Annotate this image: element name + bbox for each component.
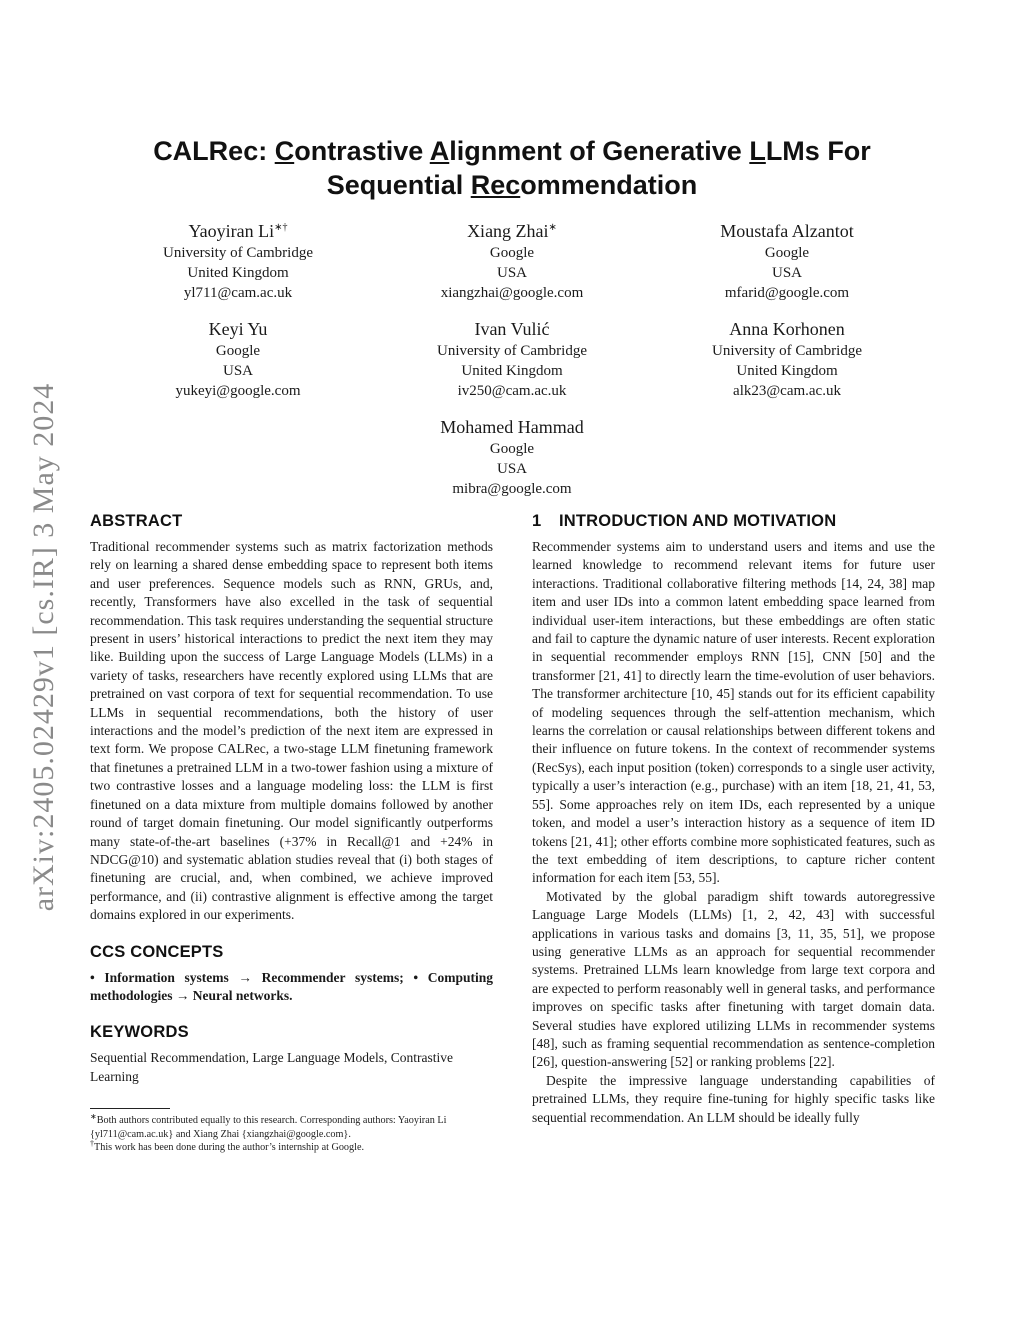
author-affiliation: Google bbox=[489, 245, 535, 261]
footnote-mark: † bbox=[90, 1138, 94, 1148]
author-name: Xiang Zhai∗ bbox=[467, 221, 557, 241]
author-affiliation: University of Cambridge bbox=[437, 343, 587, 359]
title-underlined-letter: L bbox=[749, 136, 766, 166]
ccs-text: • Information systems → Recommender systems; • Computing methodologies → Neural networks. bbox=[90, 969, 493, 1003]
intro-paragraph-1: Recommender systems aim to understand users and items and use the learned knowledge to recommend relevant items for future user interactions. Traditional collaborative filtering methods [14, 24, 38] map item and user IDs into a common latent embedding space learned from individual user-item interactions, but these embeddings are often static and fail to capture the dynamic nature of user interests. Recent exploration in sequential recommender employs RNN [15], CNN [50] and the transformer [21, 41] to directly learn the time-evolution of user behaviors. The transformer architecture [10, 45] stands out for its efficient capability of modeling sequences through the self-attention mechanism, which learns the correlation or causal relationships between different tokens and their influence on future tokens. In the context of recommender systems (RecSys), each input position (token) corresponds to a single user activity, typically a user’s interaction (e.g., purchase) with an item [18, 21, 41, 53, 55]. Some approaches rely on item IDs, each represented by a unique token, and model a user’s interaction history as a sequence of item ID tokens [21, 41]; other efforts combine more sophisticated features, such as the text embedding of item descriptions, to capture richer content information for each item [53, 55]. bbox=[532, 539, 935, 886]
title-underlined-letters: Rec bbox=[470, 170, 521, 200]
author-mark: ∗ bbox=[548, 222, 557, 233]
author-block bbox=[372, 416, 652, 499]
author-name: Moustafa Alzantot bbox=[720, 221, 854, 241]
author-country: USA bbox=[496, 265, 527, 281]
right-column bbox=[532, 510, 935, 1127]
author-affiliation: Google bbox=[489, 441, 535, 457]
author-email: mibra@google.com bbox=[452, 481, 572, 497]
author-block bbox=[372, 318, 652, 401]
title-underlined-letter: C bbox=[274, 136, 295, 166]
author-email: xiangzhai@google.com bbox=[440, 285, 584, 301]
title-part: lignment of Generative bbox=[449, 136, 750, 166]
author-name: Anna Korhonen bbox=[729, 319, 845, 339]
author-block bbox=[98, 220, 378, 303]
author-name: Ivan Vulić bbox=[474, 319, 550, 339]
title-part: LMs For bbox=[765, 136, 871, 166]
author-email: yl711@cam.ac.uk bbox=[183, 285, 293, 301]
footnote-equal-contribution: ∗Both authors contributed equally to this research. Corresponding authors: Yaoyiran Li {yl711@cam.ac.uk} and Xiang Zhai {xiangzhai@google.com}. bbox=[90, 1112, 447, 1140]
author-country: USA bbox=[222, 363, 253, 379]
ccs-heading: CCS CONCEPTS bbox=[90, 942, 224, 961]
abstract-heading: ABSTRACT bbox=[90, 512, 183, 530]
author-affiliation: University of Cambridge bbox=[163, 245, 313, 261]
keywords-heading: KEYWORDS bbox=[90, 1023, 189, 1042]
paper-title bbox=[100, 134, 924, 202]
title-part: Sequential bbox=[326, 170, 471, 200]
author-affiliation: Google bbox=[215, 343, 261, 359]
intro-heading: 1 INTRODUCTION AND MOTIVATION bbox=[532, 512, 837, 530]
section-number: 1 bbox=[532, 512, 542, 530]
author-country: USA bbox=[771, 265, 802, 281]
author-email: mfarid@google.com bbox=[724, 285, 850, 301]
footnotes bbox=[90, 1108, 493, 1154]
footnote-internship: †This work has been done during the author’s internship at Google. bbox=[90, 1138, 365, 1153]
left-column bbox=[90, 510, 493, 1154]
author-block bbox=[98, 318, 378, 401]
arxiv-stamp: arXiv:2405.02429v1 [cs.IR] 3 May 2024 bbox=[27, 382, 60, 912]
author-name: Yaoyiran Li∗† bbox=[188, 221, 288, 241]
title-part: ommendation bbox=[520, 170, 698, 200]
author-name: Mohamed Hammad bbox=[440, 417, 584, 437]
author-email: alk23@cam.ac.uk bbox=[733, 383, 841, 399]
author-block bbox=[647, 220, 927, 303]
title-part: ontrastive bbox=[294, 136, 430, 166]
author-block bbox=[372, 220, 652, 303]
author-country: USA bbox=[496, 461, 527, 477]
footnote-rule bbox=[90, 1108, 170, 1109]
author-country: United Kingdom bbox=[187, 265, 289, 281]
author-block bbox=[647, 318, 927, 401]
author-email: yukeyi@google.com bbox=[175, 383, 301, 399]
title-part: CALRec: bbox=[153, 136, 275, 166]
author-mark: ∗† bbox=[274, 222, 288, 233]
intro-paragraph-3: Despite the impressive language understanding capabilities of pretrained LLMs, they require fine-tuning for highly specific tasks like sequential recommendation. An LLM should be ideally fully bbox=[532, 1072, 935, 1125]
author-country: United Kingdom bbox=[461, 363, 563, 379]
author-country: United Kingdom bbox=[736, 363, 838, 379]
author-name: Keyi Yu bbox=[208, 319, 268, 339]
title-underlined-letter: A bbox=[429, 136, 450, 166]
author-email: iv250@cam.ac.uk bbox=[457, 383, 567, 399]
author-affiliation: University of Cambridge bbox=[712, 343, 862, 359]
intro-paragraph-2: Motivated by the global paradigm shift towards autoregressive Language Large Models (LLMs) [1, 2, 42, 43] with successful applications in various tasks and domains [3, 11, 35, 51], we propose using generative LLMs as an approach for sequential recommender systems. Pretrained LLMs learn knowledge from large text corpora and are expected to perform reasonably well in general tasks, and performance improves on specific tasks after finetuning with target domain data. Several studies have explored utilizing LLMs in recommender systems [48], such as framing sequential recommendation as sentence-completion [26], question-answering [52] or ranking problems [22]. bbox=[532, 888, 935, 1070]
abstract-text: Traditional recommender systems such as matrix factorization methods rely on learning a shared dense embedding space to represent both items and user preferences. Sequence models such as RNN, GRUs, and, recently, Transformers have also excelled in the task of sequential recommendation. This task requires understanding the sequential structure present in users’ historical interactions to predict the next item they may like. Building upon the success of Large Language Models (LLMs) in a variety of tasks, researchers have recently explored using LLMs that are pretrained on vast corpora of text for sequential recommendation. To use LLMs in sequential recommendations, both the history of user interactions and the model’s prediction of the next item are expressed in text form. We propose CALRec, a two-stage LLM finetuning framework that finetunes a pretrained LLM in a two-tower fashion using a mixture of two contrastive losses and a language modeling loss: the LLM is first finetuned on a data mixture from multiple domains followed by another round of target domain finetuning. Our model significantly outperforms many state-of-the-art baselines (+37% in Recall@1 and +24% in NDCG@10) and systematic ablation studies reveal that (i) both stages of finetuning are crucial, and, when combined, we achieve improved performance, and (ii) contrastive alignment is effective among the target domains explored in our experiments. bbox=[90, 539, 493, 923]
keywords-text: Sequential Recommendation, Large Language Models, Contrastive Learning bbox=[90, 1050, 454, 1084]
author-affiliation: Google bbox=[764, 245, 810, 261]
footnote-mark: ∗ bbox=[90, 1112, 97, 1122]
